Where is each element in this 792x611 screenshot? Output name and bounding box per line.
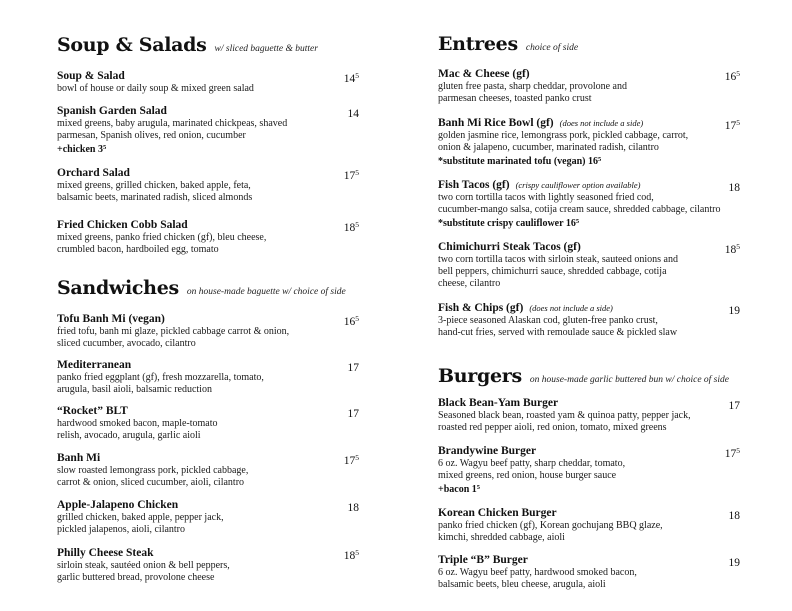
section-note: w/ sliced baguette & butter xyxy=(214,44,318,54)
menu-item-fried-chicken-cobb-salad xyxy=(57,218,379,256)
menu-item-triple-b-burger xyxy=(438,553,760,591)
item-description: Seasoned black bean, roasted yam & quinoa patty, pepper jack, roasted red pepper aioli, red onion, tomato, mixed greens xyxy=(438,410,691,434)
menu-item-mediterranean xyxy=(57,358,379,396)
item-note: (does not include a side) xyxy=(559,118,644,128)
menu-item-rocket-blt xyxy=(57,404,379,442)
item-description: bowl of house or daily soup & mixed green salad xyxy=(57,83,254,94)
item-price: 17 xyxy=(728,400,740,412)
item-price: 18 xyxy=(347,502,359,514)
menu-item-orchard-salad xyxy=(57,166,379,204)
section-title: Burgers xyxy=(438,365,522,387)
item-name: Soup & Salad xyxy=(57,70,125,82)
item-description: fried tofu, banh mi glaze, pickled cabbage carrot & onion, sliced cucumber, avocado, cilantro xyxy=(57,326,290,350)
item-note: (does not include a side) xyxy=(529,303,613,313)
item-name: Mediterranean xyxy=(57,359,132,371)
item-price: $17^5$ xyxy=(343,168,359,182)
item-name: Mac & Cheese (gf) xyxy=(438,68,530,80)
item-description: two corn tortilla tacos with lightly seasoned fried cod, cucumber-mango salsa, cotija cream sauce, shredded cabbage, cilantro xyxy=(438,192,721,216)
item-substitute: *substitute crispy cauliflower $16^5$ xyxy=(438,218,580,230)
item-description: mixed greens, panko fried chicken (gf), bleu cheese, crumbled bacon, hardboiled egg, tomato xyxy=(57,232,267,256)
item-name: Tofu Banh Mi (vegan) xyxy=(57,313,165,325)
item-price: 18 xyxy=(728,182,740,194)
sandwiches-header xyxy=(57,277,346,299)
item-name: Fish & Chips (gf) (does not include a side) xyxy=(438,302,613,314)
item-name: Black Bean-Yam Burger xyxy=(438,397,559,409)
item-description: two corn tortilla tacos with sirloin steak, sauteed onions and bell peppers, chimichurri sauce, shredded cabbage, cotija cheese, cilantro xyxy=(438,254,678,290)
section-note: on house-made garlic buttered bun w/ choice of side xyxy=(529,375,729,385)
item-price: 19 xyxy=(728,305,740,317)
item-description: grilled chicken, baked apple, pepper jack, pickled jalapenos, aioli, cilantro xyxy=(57,512,224,536)
item-description: golden jasmine rice, lemongrass pork, pickled cabbage, carrot, onion & jalapeno, cucumber, marinated radish, cilantro xyxy=(438,130,689,154)
menu-item-tofu-banh-mi xyxy=(57,312,379,350)
item-description: 3-piece seasoned Alaskan cod, gluten-free panko crust, hand-cut fries, served with remoulade sauce & pickled slaw xyxy=(438,315,678,339)
item-name: Triple “B” Burger xyxy=(438,554,528,566)
item-description: 6 oz. Wagyu beef patty, sharp cheddar, tomato, mixed greens, red onion, house burger sauce xyxy=(438,458,626,482)
item-name: Fish Tacos (gf) (crispy cauliflower option available) xyxy=(438,179,641,191)
burgers-header xyxy=(438,365,729,387)
item-price: $16^5$ xyxy=(724,69,740,83)
section-title: Entrees xyxy=(438,33,518,55)
item-price: $14^5$ xyxy=(343,71,359,85)
menu-item-banh-mi-rice-bowl xyxy=(438,116,760,169)
menu-item-spanish-garden-salad xyxy=(57,104,379,157)
item-name: Spanish Garden Salad xyxy=(57,105,167,117)
item-name: Korean Chicken Burger xyxy=(438,507,557,519)
item-name: Chimichurri Steak Tacos (gf) xyxy=(438,241,581,253)
item-price: 14 xyxy=(347,108,359,120)
section-title: Sandwiches xyxy=(57,277,179,299)
menu-item-mac-cheese xyxy=(438,67,760,105)
item-name: Banh Mi xyxy=(57,452,101,464)
item-description: hardwood smoked bacon, maple-tomato relish, avocado, arugula, garlic aioli xyxy=(57,418,218,442)
item-addon: +chicken $3^5$ xyxy=(57,144,107,156)
item-price: 17 xyxy=(347,362,359,374)
item-description: 6 oz. Wagyu beef patty, hardwood smoked bacon, balsamic beets, bleu cheese, arugula, aioli xyxy=(438,567,637,591)
item-name: Banh Mi Rice Bowl (gf) (does not include a side) xyxy=(438,117,644,129)
menu-item-soup-salad xyxy=(57,69,379,95)
item-description: slow roasted lemongrass pork, pickled cabbage, carrot & onion, sliced cucumber, aioli, cilantro xyxy=(57,465,249,489)
item-name: “Rocket” BLT xyxy=(57,405,128,417)
menu-item-chimichurri-steak-tacos xyxy=(438,240,760,291)
item-price: $18^5$ xyxy=(724,242,740,256)
item-price: $17^5$ xyxy=(343,453,359,467)
entrees-header xyxy=(438,33,578,55)
item-price: $18^5$ xyxy=(343,548,359,562)
menu-item-banh-mi xyxy=(57,451,379,489)
item-name: Brandywine Burger xyxy=(438,445,537,457)
menu-item-fish-tacos xyxy=(438,178,760,231)
item-name: Orchard Salad xyxy=(57,167,130,179)
item-description: mixed greens, grilled chicken, baked apple, feta, balsamic beets, marinated radish, sliced almonds xyxy=(57,180,253,204)
menu-item-korean-chicken-burger xyxy=(438,506,760,544)
item-price: $16^5$ xyxy=(343,314,359,328)
item-price: 18 xyxy=(728,510,740,522)
item-addon: +bacon $1^5$ xyxy=(438,484,481,496)
menu-item-black-bean-yam-burger xyxy=(438,396,760,434)
soup-salads-header xyxy=(57,34,318,56)
section-note: on house-made baguette w/ choice of side xyxy=(186,287,346,297)
item-description: gluten free pasta, sharp cheddar, provolone and parmesan cheeses, toasted panko crust xyxy=(438,81,627,105)
item-description: mixed greens, baby arugula, marinated chickpeas, shaved parmesan, Spanish olives, red onion, cucumber xyxy=(57,118,288,142)
item-price: 17 xyxy=(347,408,359,420)
item-name: Apple-Jalapeno Chicken xyxy=(57,499,179,511)
item-name: Fried Chicken Cobb Salad xyxy=(57,219,188,231)
section-note: choice of side xyxy=(525,43,579,53)
item-description: panko fried eggplant (gf), fresh mozzarella, tomato, arugula, basil aioli, balsamic reduction xyxy=(57,372,264,396)
item-description: sirloin steak, sautéed onion & bell peppers, garlic buttered bread, provolone cheese xyxy=(57,560,230,584)
item-price: 19 xyxy=(728,557,740,569)
item-substitute: *substitute marinated tofu (vegan) $16^5$ xyxy=(438,156,602,168)
menu-item-brandywine-burger xyxy=(438,444,760,497)
item-price: $18^5$ xyxy=(343,220,359,234)
item-description: panko fried chicken (gf), Korean gochujang BBQ glaze, kimchi, shredded cabbage, aioli xyxy=(438,520,663,544)
item-name: Philly Cheese Steak xyxy=(57,547,154,559)
item-price: $17^5$ xyxy=(724,446,740,460)
item-price: $17^5$ xyxy=(724,118,740,132)
menu-item-philly-cheese-steak xyxy=(57,546,379,584)
section-title: Soup & Salads xyxy=(57,34,207,56)
menu-item-fish-chips xyxy=(438,301,760,339)
menu-item-apple-jalapeno-chicken xyxy=(57,498,379,536)
item-note: (crispy cauliflower option available) xyxy=(515,180,641,190)
